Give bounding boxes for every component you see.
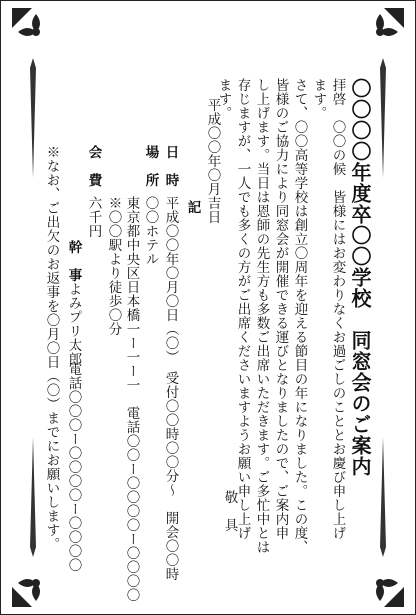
corner-ornament-top-right <box>354 6 406 58</box>
place-line-1: 〇〇ホテル <box>142 196 159 266</box>
corner-ornament-top-left <box>10 6 62 58</box>
border-bar-left-top <box>30 58 36 178</box>
corner-ornament-bottom-right <box>354 557 406 609</box>
corner-ornament-bottom-left <box>10 557 62 609</box>
fee-value: 六千円 <box>85 196 102 238</box>
place-label: 場 所 <box>142 145 159 187</box>
salutation-line: 拝啓 〇〇の候 皆様にはお変わりなくお過ごしのこととお慶び申し上げ <box>329 78 346 540</box>
fee-label: 会 費 <box>85 145 102 187</box>
organizer-label: 幹 事 <box>65 240 82 282</box>
letter-date: 平成〇〇年〇月吉日 <box>204 98 221 224</box>
closing: 敬 具 <box>221 490 238 532</box>
datetime-value: 平成〇〇年〇月〇日（〇） 受付〇〇時〇〇分～ 開会〇〇時 <box>162 196 179 582</box>
ki-heading: 記 <box>184 200 201 214</box>
place-line-2: 東京都中央区日本橋一ー一ー一 電話〇〇ー〇〇〇〇ー〇〇〇〇 <box>123 196 140 602</box>
body-line-5: 存じますが、一人でも多くの方がご出席くださいますようお願い申し上げ <box>234 78 251 540</box>
letter-title: 〇〇〇〇年度卒〇〇学校 同窓会のご案内 <box>348 78 372 477</box>
body-line-6: ます。 <box>215 78 232 120</box>
border-bar-right-bottom <box>380 437 386 557</box>
rsvp-note: ※なお、ご出欠のお返事を〇月〇日（〇）までにお願いします。 <box>43 145 60 551</box>
organizer-name: よみプリ太郎 <box>65 282 82 366</box>
body-line-1: ます。 <box>310 78 327 120</box>
border-bar-right-top <box>380 58 386 178</box>
body-line-4: し上げます。当日は恩師の先生方も多数ご出席いただきます。ご多忙中とは <box>253 78 270 554</box>
organizer-phone: 電話〇〇〇ー〇〇〇〇ー〇〇〇〇 <box>65 362 82 572</box>
datetime-label: 日 時 <box>162 145 179 187</box>
body-line-3: 皆様のご協力により同窓会が開催できる運びとなりましたので、ご案内申 <box>272 78 289 540</box>
border-bar-left-bottom <box>30 437 36 557</box>
place-line-3: ※〇〇駅より徒歩〇分 <box>105 196 122 336</box>
body-line-2: さて、〇〇高等学校は創立〇周年を迎える節目の年になりました。この度、 <box>291 78 308 554</box>
